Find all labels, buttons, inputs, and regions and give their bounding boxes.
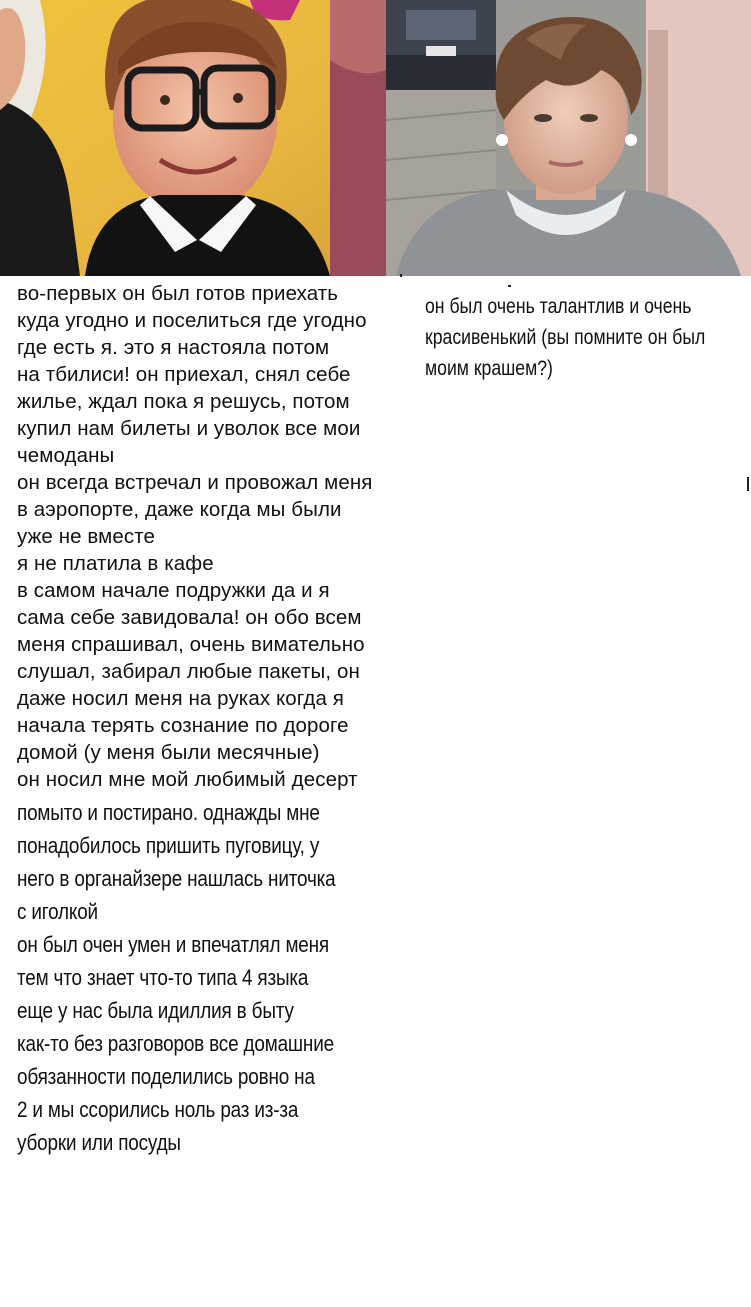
- photo-young-man-tousled-hair-icon: [386, 0, 751, 276]
- text-line: уборки или посуды: [17, 1130, 181, 1155]
- text-line: тем что знает что-то типа 4 языка: [17, 965, 309, 990]
- text-line: в самом начале подружки да и я: [17, 579, 330, 602]
- photo-young-man-glasses: [0, 0, 386, 276]
- text-line: слушал, забирал любые пакеты, он: [17, 660, 360, 683]
- text-line: он был очень талантлив и очень: [425, 295, 692, 318]
- right-text-block: [425, 291, 705, 384]
- text-line: него в органайзере нашлась ниточка: [17, 866, 336, 891]
- photo-young-man-glasses-icon: [0, 0, 386, 276]
- text-line: помыто и постирано. однажды мне: [17, 800, 320, 825]
- text-line: в аэропорте, даже когда мы были: [17, 498, 342, 521]
- left-text-block-2: [17, 796, 336, 1159]
- divider-tick: [400, 274, 402, 277]
- text-line: меня спрашивал, очень вимательно: [17, 633, 365, 656]
- left-text-block-1: [17, 280, 372, 793]
- text-line: где есть я. это я настояла потом: [17, 336, 330, 359]
- text-line: еще у нас была идиллия в быту: [17, 998, 294, 1023]
- text-line: моим крашем?): [425, 357, 553, 380]
- text-line: чемоданы: [17, 444, 115, 467]
- text-line: он всегда встречал и провожал меня: [17, 471, 373, 494]
- text-line: он был очен умен и впечатлял меня: [17, 932, 329, 957]
- text-line: жилье, ждал пока я решусь, потом: [17, 390, 350, 413]
- text-line: 2 и мы ссорились ноль раз из-за: [17, 1097, 299, 1122]
- text-line: купил нам билеты и уволок все мои: [17, 417, 361, 440]
- divider-tick: [747, 477, 749, 491]
- text-line: куда угодно и поселиться где угодно: [17, 309, 367, 332]
- text-line: красивенький (вы помните он был: [425, 326, 706, 349]
- text-line: с иголкой: [17, 899, 98, 924]
- text-line: домой (у меня были месячные): [17, 741, 320, 764]
- text-line: он носил мне мой любимый десерт: [17, 768, 358, 791]
- photo-young-man-hoodie: [386, 0, 751, 276]
- text-line: начала терять сознание по дороге: [17, 714, 349, 737]
- text-line: я не платила в кафе: [17, 552, 214, 575]
- text-line: на тбилиси! он приехал, снял себе: [17, 363, 351, 386]
- text-line: даже носил меня на руках когда я: [17, 687, 344, 710]
- text-line: во-первых он был готов приехать: [17, 282, 339, 305]
- text-line: как-то без разговоров все домашние: [17, 1031, 334, 1056]
- text-line: сама себе завидовала! он обо всем: [17, 606, 362, 629]
- text-line: уже не вместе: [17, 525, 155, 548]
- text-line: обязанности поделились ровно на: [17, 1064, 315, 1089]
- divider-tick: [508, 285, 511, 287]
- text-line: понадобилось пришить пуговицу, у: [17, 833, 320, 858]
